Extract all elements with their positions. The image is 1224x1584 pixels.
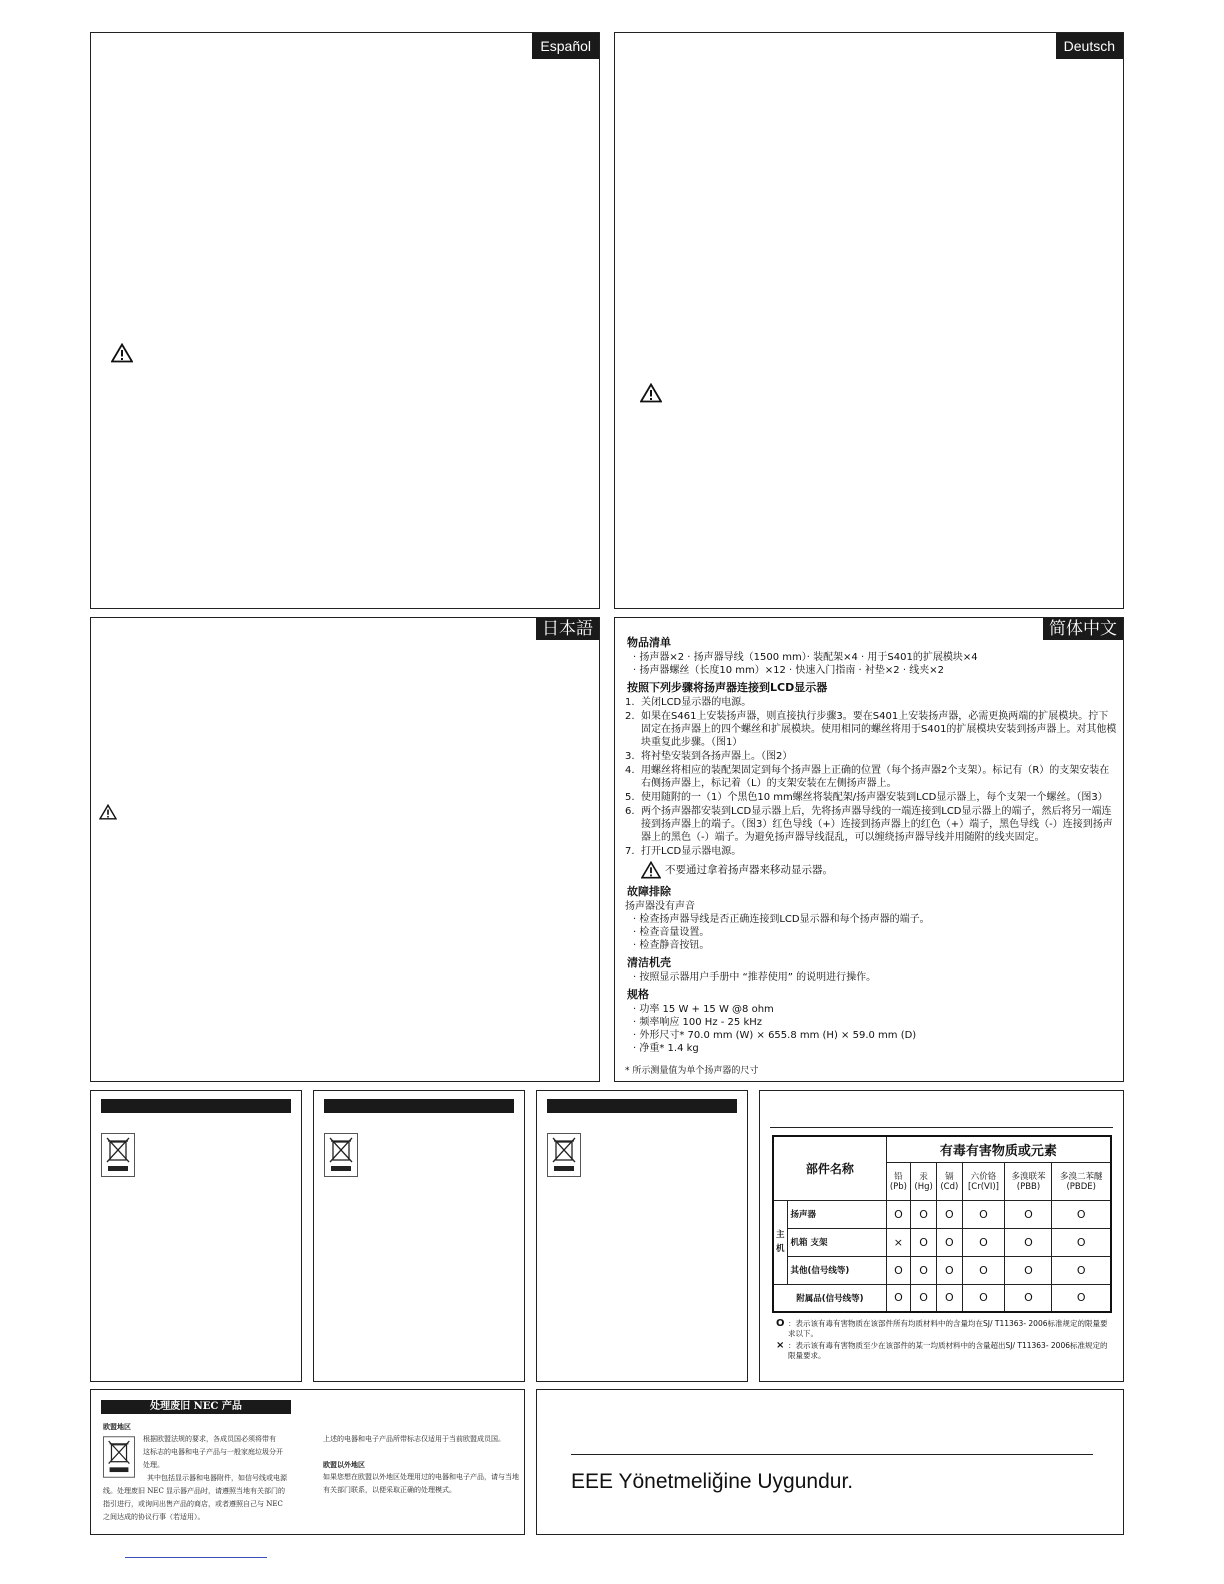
underline-mark [125,1557,267,1558]
spec-item: · 功率 15 W + 15 W @8 ohm [633,1004,774,1015]
panel-chinese [614,617,1124,1082]
eu-heading: 欧盟地区 [103,1422,131,1431]
mark: O [1052,1200,1111,1228]
warning-icon [640,383,662,403]
part-name: 机箱 支架 [787,1228,886,1256]
step-item: 1. 关闭LCD显示器的电源。 [625,697,752,708]
chinese-content [625,632,1117,1078]
step-item: 2. 如果在S461上安装扬声器，则直接执行步骤3。要在S401上安装扬声器，必需更换两端的扩展模块。拧下固定在扬声器上的四个螺丝和扩展模块。使用相同的螺丝将用于S401的扩展模块安装到扬声器上。对其他模块重复此步骤。（图1） [625,711,1117,748]
crossed-bin-icon [547,1133,581,1177]
substance-col: 镉 (Cd) [937,1162,962,1200]
mark: O [962,1256,1005,1284]
step-item: 5. 使用随附的一（1）个黑色10 mm螺丝将装配架/扬声器安装到LCD显示器上，每个支架一个螺丝。（图3） [625,792,1108,803]
substance-header: 有毒有害物质或元素 [886,1136,1111,1162]
panel-japanese [90,617,600,1082]
panel-weee-1 [90,1090,302,1382]
clean-item: · 按照显示器用户手册中 “推荐使用” 的说明进行操作。 [633,972,877,983]
panel-turkish [536,1389,1124,1535]
contents-line: · 扬声器×2 · 扬声器导线（1500 mm）· 装配架×4 · 用于S401的扩展模块×4 [633,652,978,663]
tab-espanol: Español [532,33,599,59]
nec-disposal-title: 处理废旧 NEC 产品 [101,1400,291,1414]
mark: O [962,1228,1005,1256]
mark: O [1005,1200,1052,1228]
panel-deutsch [614,32,1124,609]
crossed-bin-icon [101,1133,135,1177]
steps-heading: 按照下列步骤将扬声器连接到LCD显示器 [627,681,828,694]
mark: O [937,1284,962,1312]
step-item: 4. 用螺丝将相应的装配架固定到每个扬声器上正确的位置（每个扬声器2个支架）。标记有（R）的支架安装在右侧扬声器上，标记着（L）的支架安装在左侧扬声器上。 [625,765,1110,789]
group-label: 主机 [773,1200,787,1284]
contents-heading: 物品清单 [627,636,671,649]
substance-col: 六价铬 [Cr(VI)] [962,1162,1005,1200]
eee-compliance-text: EEE Yönetmeliğine Uygundur. [571,1470,854,1493]
mark: O [1052,1284,1111,1312]
steps-list [625,696,1117,858]
caution-text: 不要通过拿着扬声器来移动显示器。 [665,863,833,876]
trouble-item: · 检查静音按钮。 [633,940,710,951]
mark: O [962,1284,1005,1312]
spec-item: · 净重* 1.4 kg [633,1043,699,1054]
spec-heading: 规格 [627,988,649,1001]
mark: O [886,1200,910,1228]
panel-espanol [90,32,600,609]
step-item: 7. 打开LCD显示器电源。 [625,846,742,857]
step-item: 6. 两个扬声器都安装到LCD显示器上后，先将扬声器导线的一端连接到LCD显示器上的端子，然后将另一端连接到扬声器上的端子。（图3）红色导线（+）连接到扬声器上的红色（+）端子，黑色导线（-）连接到扬声器上的黑色（-）端子。为避免扬声器导线混乱，可以缠绕扬声器导线并用随附的线夹固定。 [625,806,1113,843]
part-name: 扬声器 [787,1200,886,1228]
caution-note [641,861,1117,879]
part-name: 其他(信号线等) [787,1256,886,1284]
outside-eu-text: 欧盟以外地区 如果您想在欧盟以外地区处理用过的电器和电子产品，请与当地 有关部门联系，以便采取正确的处理模式。 [323,1460,519,1494]
divider [571,1454,1093,1455]
part-name: 附属品(信号线等) [773,1284,886,1312]
substance-col: 汞 (Hg) [911,1162,937,1200]
warning-icon [641,861,661,879]
crossed-bin-icon [103,1436,135,1478]
mark: O [1005,1228,1052,1256]
part-name-header: 部件名称 [773,1136,886,1200]
mark: O [911,1284,937,1312]
eu-text: 根据欧盟法规的要求，各成员国必须将带有 这标志的电器和电子产品与一般家庭垃圾分开 处理。 其中包括显示器和电器附件，如信号线或电源 [143,1435,287,1482]
mark: O [937,1228,962,1256]
warning-icon [99,804,117,820]
panel-weee-3 [536,1090,748,1382]
panel-nec-disposal [90,1389,525,1535]
spec-item: · 外形尺寸* 70.0 mm (W) × 655.8 mm (H) × 59.0 mm (D) [633,1030,917,1041]
mark: O [1052,1228,1111,1256]
substance-col: 多溴二苯醚 (PBDE) [1052,1162,1111,1200]
panel-weee-2 [313,1090,525,1382]
contents-line: · 扬声器螺丝（长度10 mm）×12 · 快速入门指南 · 衬垫×2 · 线夹×2 [633,665,944,676]
clean-heading: 清洁机壳 [627,956,671,969]
mark: O [886,1284,910,1312]
mark: O [937,1256,962,1284]
panel-rohs [759,1090,1124,1382]
spec-item: · 频率响应 100 Hz - 25 kHz [633,1017,762,1028]
weee-header-bar [547,1099,737,1113]
mark: O [911,1200,937,1228]
trouble-heading: 故障排除 [627,885,671,898]
substance-col: 铅 (Pb) [886,1162,910,1200]
hazardous-substance-table [772,1135,1112,1313]
crossed-bin-icon [324,1133,358,1177]
trouble-item: · 检查扬声器导线是否正确连接到LCD显示器和每个扬声器的端子。 [633,914,930,925]
mark: O [1005,1284,1052,1312]
eu-scope-text: 上述的电器和电子产品所带标志仅适用于当前欧盟成员国。 [323,1435,505,1443]
mark: O [1005,1256,1052,1284]
legend-x: × ：表示该有毒有害物质至少在该部件的某一均质材料中的含量超出SJ/ T11363- 2006标准规定的限量要求。 [776,1340,1108,1360]
footnote: * 所示测量值为单个扬声器的尺寸 [625,1066,759,1076]
trouble-subheading: 扬声器没有声音 [625,901,695,912]
weee-header-bar [324,1099,514,1113]
mark: O [1052,1256,1111,1284]
mark: O [911,1256,937,1284]
mark: O [962,1200,1005,1228]
mark: O [937,1200,962,1228]
eu-text-continued: 线。处理废旧 NEC 显示器产品时，请遵照当地有关部门的 指引进行，或询问出售产品的商店，或者遵照自己与 NEC 之间达成的协议行事（若适用）。 [103,1487,286,1521]
warning-icon [111,343,133,363]
substance-col: 多溴联苯 (PBB) [1005,1162,1052,1200]
mark: × [886,1228,910,1256]
tab-chinese: 简体中文 [1043,618,1123,640]
tab-japanese: 日本語 [536,618,599,640]
divider [770,1127,1113,1128]
legend-o: O ：表示该有毒有害物质在该部件所有均质材料中的含量均在SJ/ T11363- 2006标准规定的限量要求以下。 [776,1318,1108,1338]
tab-deutsch: Deutsch [1056,33,1123,59]
step-item: 3. 将衬垫安装到各扬声器上。（图2） [625,751,793,762]
trouble-item: · 检查音量设置。 [633,927,710,938]
mark: O [911,1228,937,1256]
weee-header-bar [101,1099,291,1113]
mark: O [886,1256,910,1284]
